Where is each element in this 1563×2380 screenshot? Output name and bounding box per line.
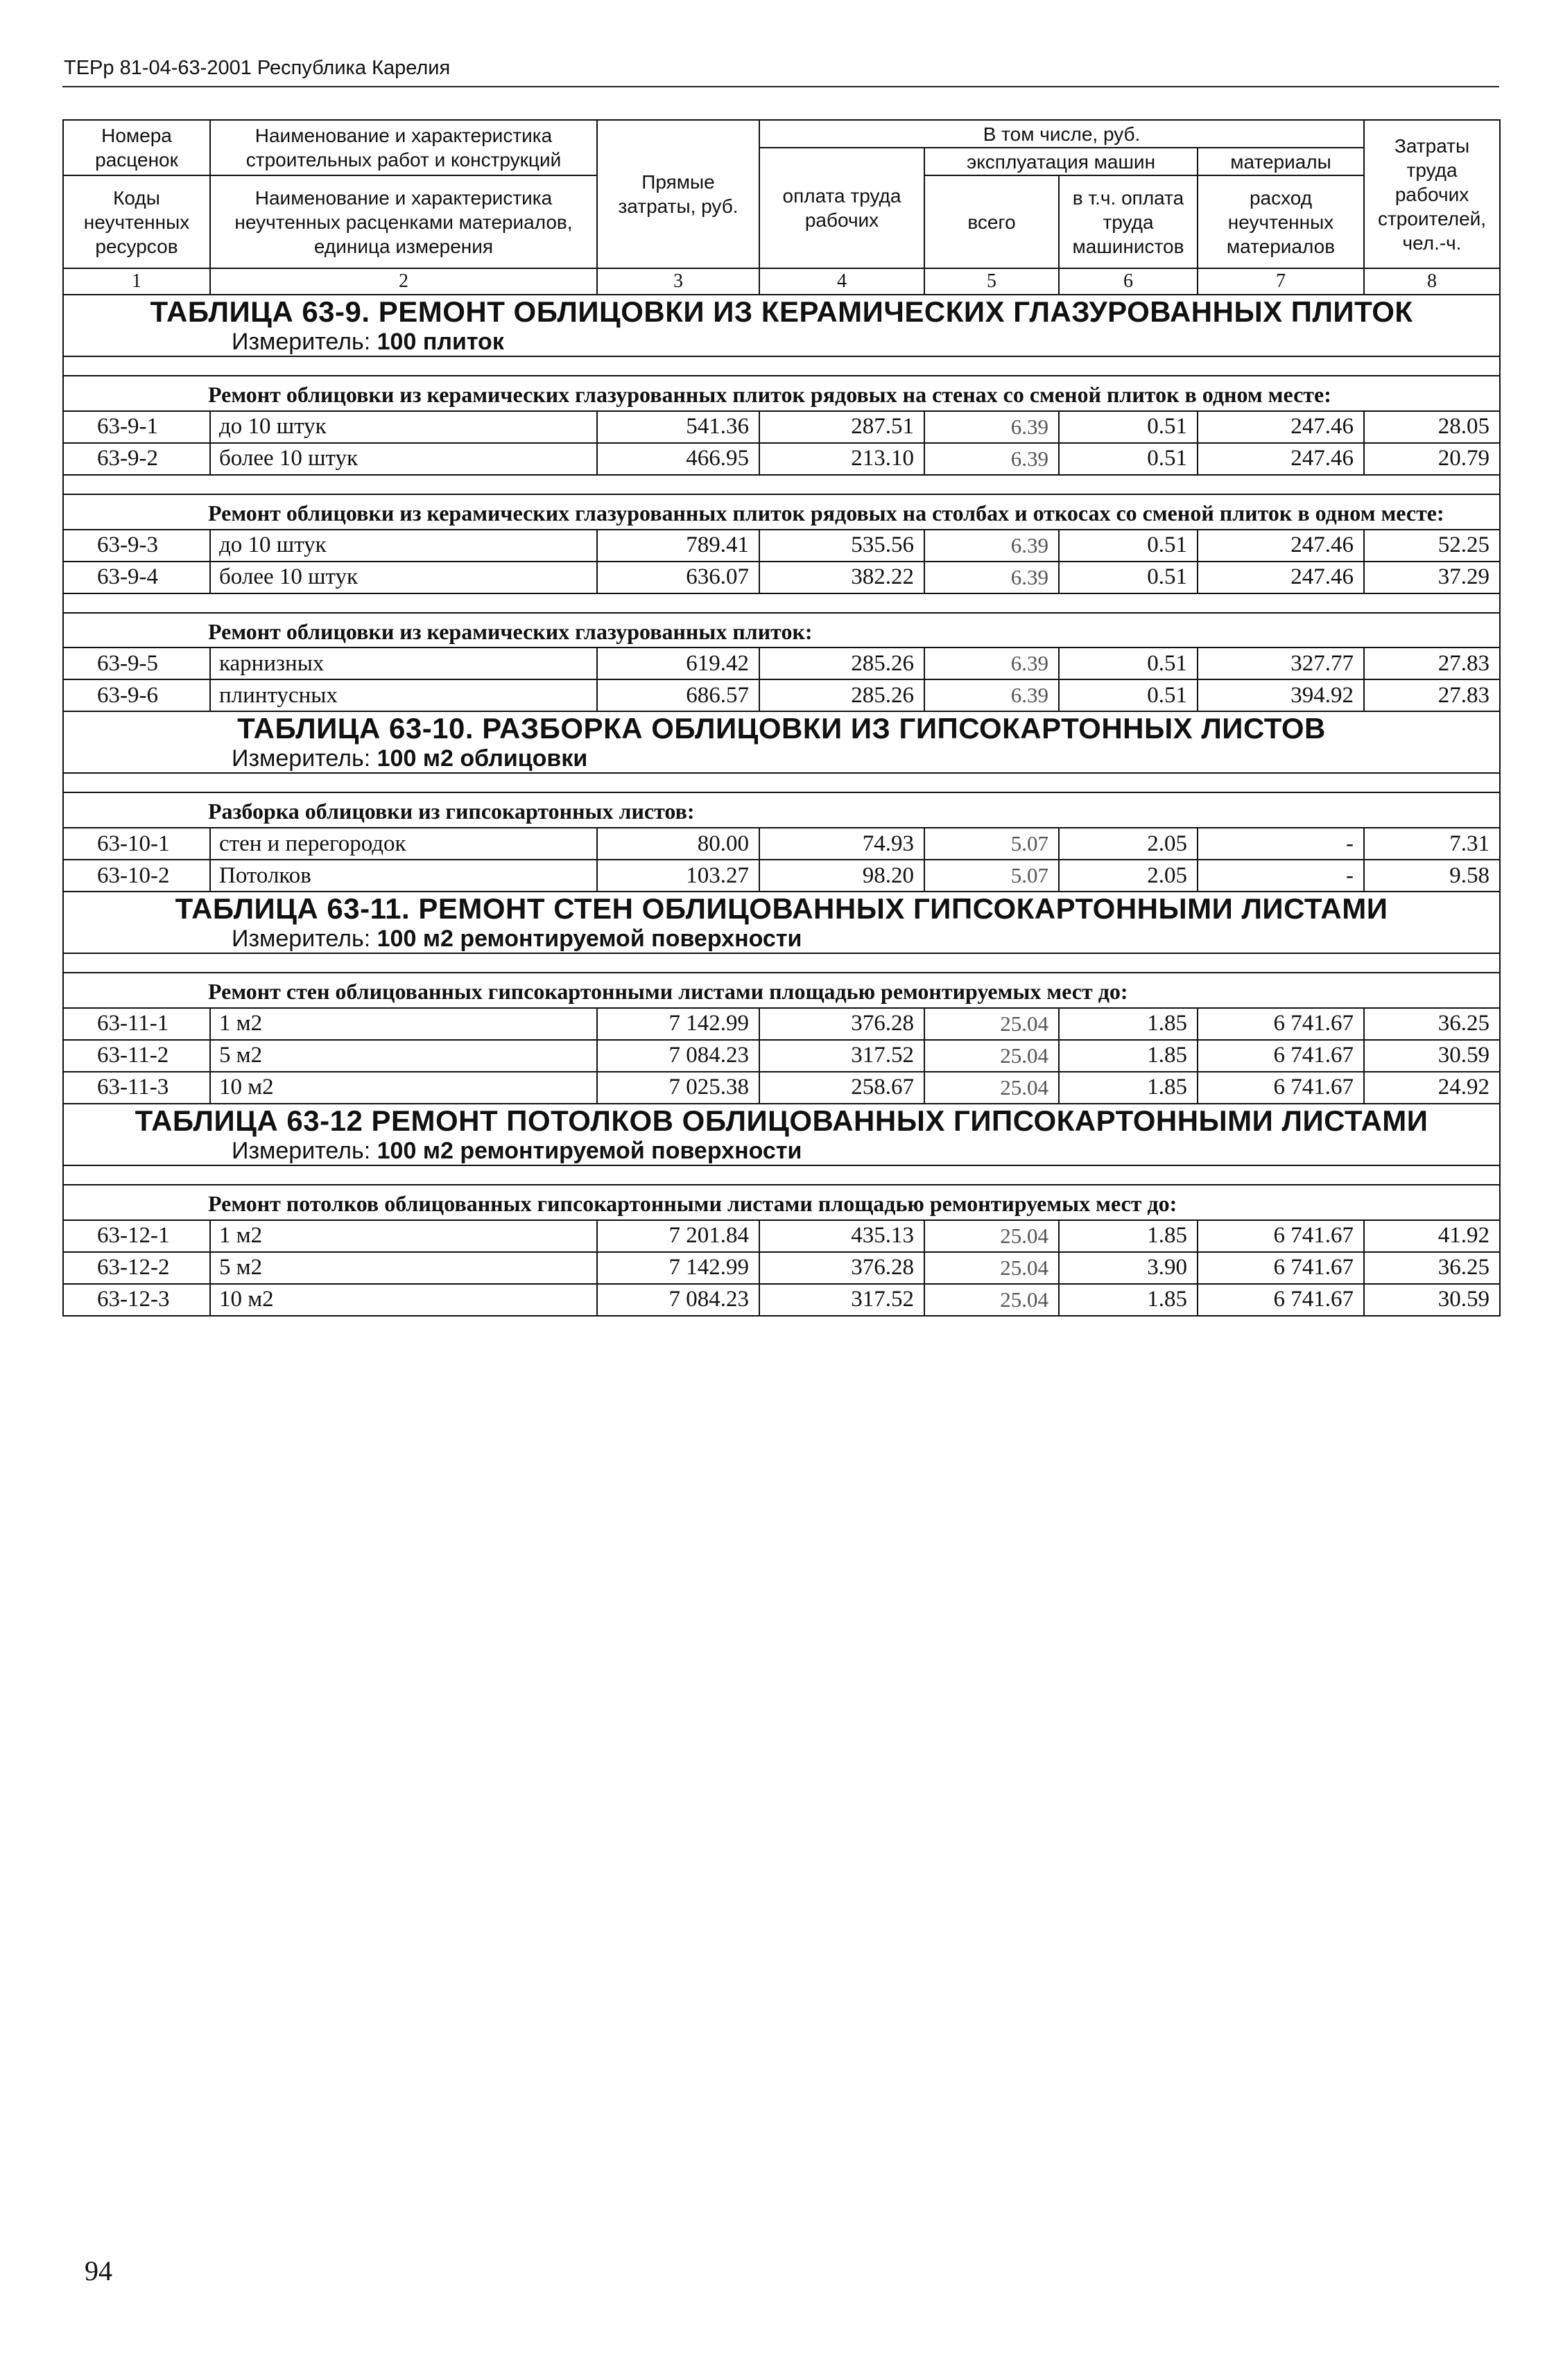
machines-total: 6.39 bbox=[924, 443, 1059, 475]
column-number: 3 bbox=[597, 268, 759, 295]
header-rule bbox=[62, 86, 1499, 87]
section-caption-row bbox=[63, 1185, 1500, 1220]
table-row bbox=[63, 562, 1500, 593]
meter-label: Измеритель: bbox=[232, 745, 377, 772]
labor-hours: 27.83 bbox=[1364, 679, 1500, 711]
machines-total: 5.07 bbox=[924, 828, 1059, 860]
materials-cost: 6 741.67 bbox=[1198, 1220, 1364, 1252]
meter-value: 100 плиток bbox=[377, 329, 504, 355]
direct-cost: 789.41 bbox=[597, 530, 759, 562]
labor-hours: 30.59 bbox=[1364, 1040, 1500, 1072]
work-name: до 10 штук bbox=[210, 530, 597, 562]
machinist-pay: 1.85 bbox=[1059, 1220, 1198, 1252]
machinist-pay: 3.90 bbox=[1059, 1252, 1198, 1284]
section-spacer bbox=[63, 1165, 1500, 1185]
meter-label: Измеритель: bbox=[232, 1137, 377, 1164]
rate-code: 63-9-3 bbox=[63, 530, 210, 562]
table-meter bbox=[71, 329, 1492, 356]
machines-total: 6.39 bbox=[924, 411, 1059, 443]
labor-pay: 317.52 bbox=[759, 1040, 924, 1072]
direct-cost: 80.00 bbox=[597, 828, 759, 860]
table-title-row bbox=[63, 711, 1500, 773]
direct-cost: 7 025.38 bbox=[597, 1072, 759, 1104]
labor-pay: 376.28 bbox=[759, 1252, 924, 1284]
rate-code: 63-9-1 bbox=[63, 411, 210, 443]
materials-cost: 247.46 bbox=[1198, 443, 1364, 475]
rate-code: 63-9-2 bbox=[63, 443, 210, 475]
section-caption-row bbox=[63, 973, 1500, 1008]
meter-value: 100 м2 облицовки bbox=[377, 745, 588, 772]
direct-cost: 686.57 bbox=[597, 679, 759, 711]
rate-code: 63-12-1 bbox=[63, 1220, 210, 1252]
table-body bbox=[63, 295, 1500, 1316]
machinist-pay: 1.85 bbox=[1059, 1072, 1198, 1104]
col2-top-header: Наименование и характеристика строительных работ и конструкций bbox=[210, 120, 597, 175]
rate-code: 63-11-3 bbox=[63, 1072, 210, 1104]
materials-cost: 247.46 bbox=[1198, 411, 1364, 443]
materials-cost: 394.92 bbox=[1198, 679, 1364, 711]
column-number: 7 bbox=[1198, 268, 1364, 295]
section-caption-row bbox=[63, 613, 1500, 648]
table-title-cell bbox=[63, 1104, 1500, 1165]
work-name: карнизных bbox=[210, 648, 597, 679]
rate-code: 63-11-2 bbox=[63, 1040, 210, 1072]
direct-cost: 7 142.99 bbox=[597, 1008, 759, 1040]
table-row bbox=[63, 679, 1500, 711]
labor-hours: 9.58 bbox=[1364, 860, 1500, 892]
materials-cost: 6 741.67 bbox=[1198, 1284, 1364, 1316]
table-row bbox=[63, 1040, 1500, 1072]
table-row bbox=[63, 860, 1500, 892]
machinist-pay: 1.85 bbox=[1059, 1040, 1198, 1072]
machines-total: 6.39 bbox=[924, 562, 1059, 593]
table-row bbox=[63, 443, 1500, 475]
section-spacer bbox=[63, 953, 1500, 973]
machines-total: 25.04 bbox=[924, 1284, 1059, 1316]
col1-bottom-header: Коды неучтенных ресурсов bbox=[63, 175, 210, 268]
running-header: ТЕРр 81-04-63-2001 Республика Карелия bbox=[64, 57, 451, 79]
column-number: 6 bbox=[1059, 268, 1198, 295]
table-title-cell bbox=[63, 892, 1500, 953]
labor-pay: 98.20 bbox=[759, 860, 924, 892]
col5-header: всего bbox=[924, 175, 1059, 268]
section-caption: Ремонт облицовки из керамических глазурованных плиток рядовых на стенах со сменой плиток в одном месте: bbox=[63, 376, 1500, 411]
table-title-row bbox=[63, 1104, 1500, 1165]
direct-cost: 7 084.23 bbox=[597, 1040, 759, 1072]
table-title-row bbox=[63, 295, 1500, 356]
materials-cost: 6 741.67 bbox=[1198, 1040, 1364, 1072]
materials-cost: 6 741.67 bbox=[1198, 1072, 1364, 1104]
table-row bbox=[63, 828, 1500, 860]
section-caption-row bbox=[63, 376, 1500, 411]
machines-total: 6.39 bbox=[924, 648, 1059, 679]
labor-pay: 435.13 bbox=[759, 1220, 924, 1252]
direct-cost: 7 142.99 bbox=[597, 1252, 759, 1284]
materials-cost: 6 741.67 bbox=[1198, 1252, 1364, 1284]
labor-hours: 7.31 bbox=[1364, 828, 1500, 860]
column-number: 1 bbox=[63, 268, 210, 295]
col2-bottom-header: Наименование и характеристика неучтенных расценками материалов, единица измерения bbox=[210, 175, 597, 268]
section-spacer bbox=[63, 475, 1500, 494]
column-number: 2 bbox=[210, 268, 597, 295]
machinist-pay: 0.51 bbox=[1059, 562, 1198, 593]
work-name: более 10 штук bbox=[210, 443, 597, 475]
labor-pay: 535.56 bbox=[759, 530, 924, 562]
machines-total: 25.04 bbox=[924, 1252, 1059, 1284]
meter-value: 100 м2 ремонтируемой поверхности bbox=[377, 926, 802, 953]
section-caption: Ремонт стен облицованных гипсокартонными листами площадью ремонтируемых мест до: bbox=[63, 973, 1500, 1008]
column-number: 5 bbox=[924, 268, 1059, 295]
machines-total: 25.04 bbox=[924, 1072, 1059, 1104]
machinist-pay: 0.51 bbox=[1059, 443, 1198, 475]
rate-code: 63-12-2 bbox=[63, 1252, 210, 1284]
labor-hours: 28.05 bbox=[1364, 411, 1500, 443]
page-number: 94 bbox=[85, 2255, 112, 2286]
materials-header: материалы bbox=[1198, 148, 1364, 175]
rate-code: 63-9-4 bbox=[63, 562, 210, 593]
work-name: 10 м2 bbox=[210, 1284, 597, 1316]
table-title-cell bbox=[63, 711, 1500, 773]
materials-cost: 6 741.67 bbox=[1198, 1008, 1364, 1040]
labor-pay: 382.22 bbox=[759, 562, 924, 593]
work-name: 10 м2 bbox=[210, 1072, 597, 1104]
labor-hours: 30.59 bbox=[1364, 1284, 1500, 1316]
table-meter bbox=[71, 1138, 1492, 1165]
table-row bbox=[63, 1284, 1500, 1316]
direct-cost: 466.95 bbox=[597, 443, 759, 475]
rates-table bbox=[62, 119, 1501, 1317]
meter-value: 100 м2 ремонтируемой поверхности bbox=[377, 1137, 802, 1164]
direct-cost: 541.36 bbox=[597, 411, 759, 443]
labor-hours: 52.25 bbox=[1364, 530, 1500, 562]
machinist-pay: 1.85 bbox=[1059, 1284, 1198, 1316]
table-title: ТАБЛИЦА 63-10. РАЗБОРКА ОБЛИЦОВКИ ИЗ ГИПСОКАРТОННЫХ ЛИСТОВ bbox=[237, 712, 1326, 745]
machines-total: 25.04 bbox=[924, 1040, 1059, 1072]
labor-pay: 258.67 bbox=[759, 1072, 924, 1104]
labor-hours: 20.79 bbox=[1364, 443, 1500, 475]
labor-hours: 24.92 bbox=[1364, 1072, 1500, 1104]
materials-cost: - bbox=[1198, 860, 1364, 892]
work-name: плинтусных bbox=[210, 679, 597, 711]
machinist-pay: 0.51 bbox=[1059, 530, 1198, 562]
direct-cost: 7 201.84 bbox=[597, 1220, 759, 1252]
section-spacer bbox=[63, 356, 1500, 376]
machines-total: 25.04 bbox=[924, 1008, 1059, 1040]
work-name: 1 м2 bbox=[210, 1008, 597, 1040]
machines-header: эксплуатация машин bbox=[924, 148, 1198, 175]
machinist-pay: 0.51 bbox=[1059, 679, 1198, 711]
labor-pay: 285.26 bbox=[759, 648, 924, 679]
table-title: ТАБЛИЦА 63-9. РЕМОНТ ОБЛИЦОВКИ ИЗ КЕРАМИЧЕСКИХ ГЛАЗУРОВАННЫХ ПЛИТОК bbox=[150, 295, 1413, 328]
table-row bbox=[63, 1072, 1500, 1104]
table-meter bbox=[71, 745, 1492, 772]
machines-total: 6.39 bbox=[924, 679, 1059, 711]
labor-hours: 41.92 bbox=[1364, 1220, 1500, 1252]
section-caption: Ремонт облицовки из керамических глазурованных плиток: bbox=[63, 613, 1500, 648]
direct-cost: 103.27 bbox=[597, 860, 759, 892]
section-caption-row bbox=[63, 792, 1500, 828]
machines-total: 5.07 bbox=[924, 860, 1059, 892]
table-meter bbox=[71, 926, 1492, 953]
machinist-pay: 2.05 bbox=[1059, 828, 1198, 860]
rate-code: 63-12-3 bbox=[63, 1284, 210, 1316]
work-name: Потолков bbox=[210, 860, 597, 892]
section-caption-row bbox=[63, 494, 1500, 530]
column-number: 4 bbox=[759, 268, 924, 295]
materials-cost: 247.46 bbox=[1198, 530, 1364, 562]
machinist-pay: 1.85 bbox=[1059, 1008, 1198, 1040]
section-spacer bbox=[63, 773, 1500, 792]
table-title-row bbox=[63, 892, 1500, 953]
meter-label: Измеритель: bbox=[232, 329, 377, 355]
labor-pay: 285.26 bbox=[759, 679, 924, 711]
rate-code: 63-10-2 bbox=[63, 860, 210, 892]
section-caption: Ремонт потолков облицованных гипсокартонными листами площадью ремонтируемых мест до: bbox=[63, 1185, 1500, 1220]
rate-code: 63-11-1 bbox=[63, 1008, 210, 1040]
labor-hours: 27.83 bbox=[1364, 648, 1500, 679]
col8-header: Затраты труда рабочих строителей, чел.-ч. bbox=[1364, 120, 1500, 268]
table-title: ТАБЛИЦА 63-12 РЕМОНТ ПОТОЛКОВ ОБЛИЦОВАННЫХ ГИПСОКАРТОННЫМИ ЛИСТАМИ bbox=[135, 1104, 1428, 1137]
table-row bbox=[63, 411, 1500, 443]
work-name: стен и перегородок bbox=[210, 828, 597, 860]
labor-pay: 287.51 bbox=[759, 411, 924, 443]
materials-cost: 327.77 bbox=[1198, 648, 1364, 679]
work-name: 5 м2 bbox=[210, 1040, 597, 1072]
column-number: 8 bbox=[1364, 268, 1500, 295]
column-number-row bbox=[63, 268, 1500, 295]
col3-header: Прямые затраты, руб. bbox=[597, 120, 759, 268]
work-name: 1 м2 bbox=[210, 1220, 597, 1252]
machinist-pay: 2.05 bbox=[1059, 860, 1198, 892]
labor-pay: 376.28 bbox=[759, 1008, 924, 1040]
rate-code: 63-10-1 bbox=[63, 828, 210, 860]
machines-total: 6.39 bbox=[924, 530, 1059, 562]
col1-top-header: Номера расценок bbox=[63, 120, 210, 175]
labor-pay: 317.52 bbox=[759, 1284, 924, 1316]
labor-hours: 36.25 bbox=[1364, 1008, 1500, 1040]
work-name: до 10 штук bbox=[210, 411, 597, 443]
direct-cost: 619.42 bbox=[597, 648, 759, 679]
meter-label: Измеритель: bbox=[232, 926, 377, 953]
table-row bbox=[63, 530, 1500, 562]
machines-total: 25.04 bbox=[924, 1220, 1059, 1252]
section-spacer bbox=[63, 593, 1500, 613]
section-caption: Ремонт облицовки из керамических глазурованных плиток рядовых на столбах и откосах со сменой плиток в одном месте: bbox=[63, 494, 1500, 530]
col6-header: в т.ч. оплата труда машинистов bbox=[1059, 175, 1198, 268]
in-total-header: В том числе, руб. bbox=[759, 120, 1364, 148]
section-caption: Разборка облицовки из гипсокартонных листов: bbox=[63, 792, 1500, 828]
table-row bbox=[63, 648, 1500, 679]
materials-cost: - bbox=[1198, 828, 1364, 860]
table-row bbox=[63, 1252, 1500, 1284]
col4-header: оплата труда рабочих bbox=[759, 148, 924, 268]
work-name: 5 м2 bbox=[210, 1252, 597, 1284]
machinist-pay: 0.51 bbox=[1059, 648, 1198, 679]
machinist-pay: 0.51 bbox=[1059, 411, 1198, 443]
direct-cost: 636.07 bbox=[597, 562, 759, 593]
table-header bbox=[63, 120, 1500, 295]
col7-header: расход неучтенных материалов bbox=[1198, 175, 1364, 268]
materials-cost: 247.46 bbox=[1198, 562, 1364, 593]
table-title: ТАБЛИЦА 63-11. РЕМОНТ СТЕН ОБЛИЦОВАННЫХ ГИПСОКАРТОННЫМИ ЛИСТАМИ bbox=[175, 892, 1388, 926]
labor-hours: 37.29 bbox=[1364, 562, 1500, 593]
table-row bbox=[63, 1220, 1500, 1252]
labor-hours: 36.25 bbox=[1364, 1252, 1500, 1284]
rate-code: 63-9-5 bbox=[63, 648, 210, 679]
labor-pay: 74.93 bbox=[759, 828, 924, 860]
work-name: более 10 штук bbox=[210, 562, 597, 593]
table-row bbox=[63, 1008, 1500, 1040]
direct-cost: 7 084.23 bbox=[597, 1284, 759, 1316]
labor-pay: 213.10 bbox=[759, 443, 924, 475]
rate-code: 63-9-6 bbox=[63, 679, 210, 711]
table-title-cell bbox=[63, 295, 1500, 356]
